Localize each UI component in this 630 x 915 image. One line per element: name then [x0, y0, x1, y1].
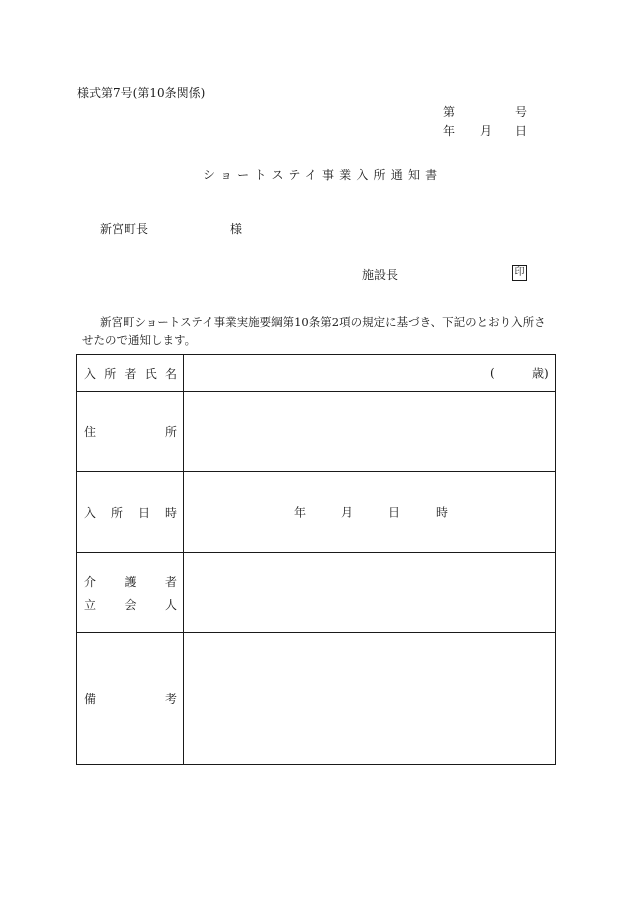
- addressee-name: 新宮町長: [100, 222, 149, 236]
- date-month-label: 月: [480, 124, 493, 138]
- age-open-paren: (: [490, 366, 495, 380]
- caregiver-witness-label: [77, 573, 183, 613]
- form-number: 様式第7号(第10条関係): [77, 86, 206, 100]
- remarks-field[interactable]: [184, 633, 556, 765]
- age-unit: 歳): [532, 366, 549, 381]
- witness-label: 立 会 人: [84, 597, 177, 612]
- admission-month-unit: 月: [341, 505, 354, 520]
- admission-hour-unit: 時: [436, 505, 449, 520]
- notice-table: [76, 354, 556, 765]
- seal-mark: 印: [512, 265, 527, 281]
- resident-name-label-cell: [77, 355, 184, 392]
- resident-name-label: 入 所 者 氏 名: [84, 366, 177, 381]
- caregiver-witness-field[interactable]: [184, 553, 556, 633]
- resident-name-field[interactable]: [184, 355, 556, 392]
- facility-head-label: 施設長: [362, 268, 399, 282]
- row-caregiver-witness: [77, 553, 556, 633]
- remarks-label-cell: [77, 633, 184, 765]
- body-text-line-1: 新宮町ショートステイ事業実施要綱第10条第2項の規定に基づき、下記のとおり入所さ: [100, 315, 546, 329]
- remarks-label: 備 考: [84, 692, 177, 706]
- row-remarks: [77, 633, 556, 765]
- row-admission-datetime: [77, 472, 556, 553]
- caregiver-label: 介 護 者: [84, 574, 177, 589]
- document-number-suffix: 号: [515, 105, 528, 119]
- body-text-line-2: せたので通知します。: [82, 333, 197, 347]
- admission-label-cell: [77, 472, 184, 553]
- address-label-cell: [77, 392, 184, 472]
- row-resident-name: [77, 355, 556, 392]
- caregiver-witness-label-cell: [77, 553, 184, 633]
- address-field[interactable]: [184, 392, 556, 472]
- admission-day-unit: 日: [388, 505, 401, 520]
- date-year-label: 年: [443, 124, 456, 138]
- admission-year-unit: 年: [294, 505, 307, 520]
- document-title: ショートステイ事業入所通知書: [203, 168, 443, 182]
- row-address: [77, 392, 556, 472]
- address-label: 住 所: [84, 425, 177, 439]
- document-number-label: 第: [443, 105, 456, 119]
- addressee-honorific: 様: [230, 222, 243, 236]
- admission-datetime-label: 入 所 日 時: [84, 505, 177, 520]
- admission-datetime-field[interactable]: [184, 472, 556, 553]
- date-day-label: 日: [515, 124, 528, 138]
